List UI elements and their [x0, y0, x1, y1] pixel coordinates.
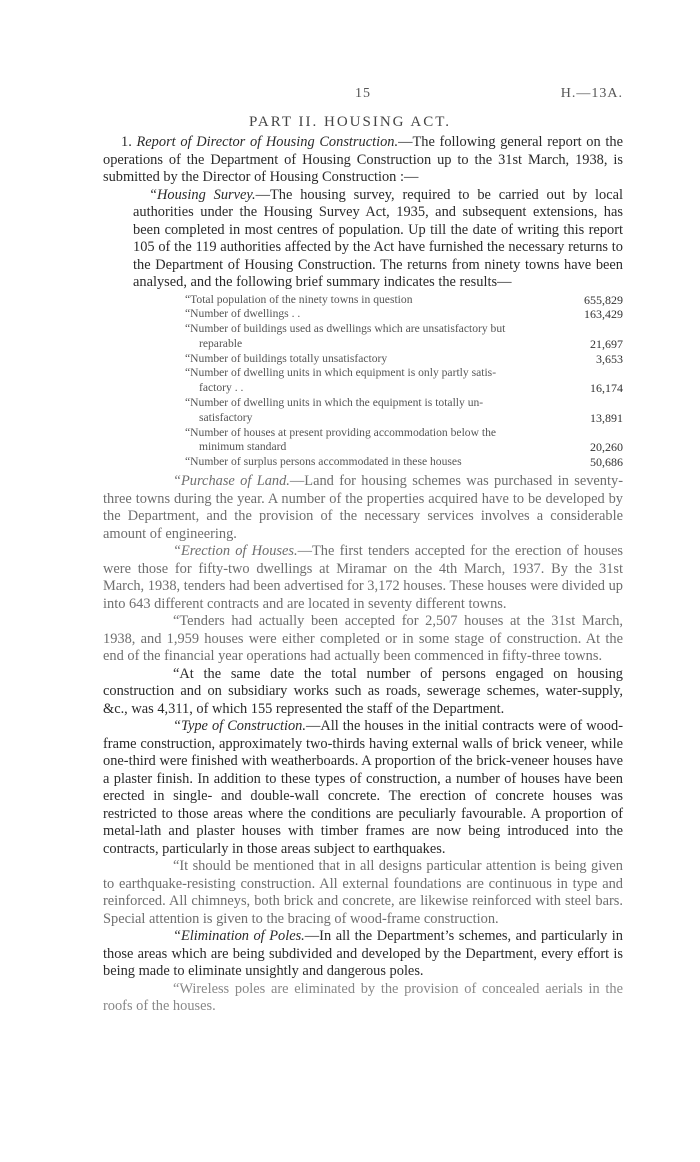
summary-label-line: “Number of houses at present providing accommodation below the — [185, 425, 497, 439]
report-intro-text: —The following general report on the operations of the Department of Housing Construction up to the 31st March, 1938, is submitted by the Director of Housing Construction :— — [103, 134, 623, 185]
summary-label: “Number of dwellings . . — [185, 307, 301, 321]
summary-value: 50,686 — [590, 455, 623, 470]
elimination-of-poles-paragraph — [103, 928, 623, 981]
summary-label — [185, 366, 567, 396]
type-of-construction-text: —All the houses in the initial contracts were of wood-frame construction, approximately two-thirds having external walls of brick veneer, while one-third were finished with weatherboards. A proportion of the brick-veneer houses have a plaster finish. In addition to these types of construction, a number of houses have been erected in single- and double-wall concrete. The erection of concrete houses was restricted to those areas where the conditions are peculiarly favourable. A proportion of metal-lath and plaster houses with timber frames are now being introduced into the contracts, particularly in those areas subject to earthquakes. — [103, 718, 623, 857]
report-intro-paragraph — [103, 134, 623, 187]
summary-row — [185, 307, 623, 322]
running-head — [103, 86, 623, 104]
summary-label — [185, 322, 567, 352]
summary-row — [185, 293, 623, 308]
purchase-of-land-paragraph — [103, 473, 623, 543]
summary-value: 13,891 — [590, 410, 623, 425]
document-body — [103, 134, 623, 1016]
tenders-paragraph: “Tenders had actually been accepted for 2,507 houses at the 31st March, 1938, and 1,959 houses were either completed or in some stage of construction. At the end of the financial year operations had actually been commenced in fifty-three towns. — [103, 613, 623, 665]
summary-row — [185, 455, 623, 470]
wireless-poles-paragraph: “Wireless poles are eliminated by the provision of concealed aerials in the roofs of the houses. — [103, 980, 623, 1015]
summary-label-line: “Number of buildings used as dwellings which are unsatisfactory but — [185, 322, 506, 336]
summary-row — [185, 426, 623, 456]
erection-of-houses-text: —The first tenders accepted for the erection of houses were those for fifty-two dwellings at Miramar on the 4th March, 1937. By the 31st March, 1938, tenders had been advertised for 3,172 houses. These houses were divided up into 643 different contracts and are located in seventy different towns. — [103, 543, 623, 612]
summary-label: “Total population of the ninety towns in question — [185, 292, 413, 306]
housing-survey-text: —The housing survey, required to be carried out by local authorities under the Housing Survey Act, 1935, and subsequent extensions, has been completed in most centres of population. Up till the date of writing this report 105 of the 119 authorities affected by the Act have furnished the necessary returns to the Department of Housing Construction. The returns from ninety towns have been analysed, and the following brief summary indicates the results— — [133, 186, 623, 290]
summary-label — [185, 396, 567, 426]
summary-label-line: “Number of dwelling units in which the equipment is totally un- — [185, 396, 484, 410]
summary-label — [185, 426, 567, 456]
summary-row — [185, 366, 623, 396]
report-number: 1. — [121, 134, 132, 150]
housing-survey-paragraph — [103, 187, 623, 292]
summary-value: 655,829 — [584, 292, 623, 307]
earthquake-paragraph: “It should be mentioned that in all designs particular attention is being given to earthquake-resisting construction. All external foundations are continuous in type and reinforced. All chimneys, both brick and concrete, are likewise reinforced with steel bars. Special attention is given to the bracing of wood-frame construction. — [103, 858, 623, 927]
summary-label-continuation: reparable — [199, 336, 243, 350]
summary-row — [185, 396, 623, 426]
page-number: 15 — [355, 86, 371, 101]
summary-value: 16,174 — [590, 381, 623, 396]
elimination-of-poles-heading: “Elimination of Poles. — [173, 928, 305, 945]
summary-row — [185, 352, 623, 367]
summary-value: 20,260 — [590, 440, 623, 455]
report-heading: Report of Director of Housing Construction. — [136, 134, 399, 150]
summary-label-continuation: factory . . — [199, 381, 244, 395]
summary-label: “Number of surplus persons accommodated in these houses — [185, 455, 462, 469]
housing-survey-heading: “Housing Survey. — [149, 186, 256, 203]
type-of-construction-paragraph — [103, 718, 623, 858]
summary-label: “Number of buildings totally unsatisfactory — [185, 351, 388, 365]
summary-value: 3,653 — [596, 351, 623, 366]
summary-label-continuation: minimum standard — [199, 440, 287, 454]
summary-value: 163,429 — [584, 307, 623, 322]
summary-row — [185, 322, 623, 352]
summary-label-line: “Number of dwelling units in which equipment is only partly satis- — [185, 366, 497, 380]
type-of-construction-heading: “Type of Construction. — [173, 718, 306, 735]
summary-label-continuation: satisfactory — [199, 410, 253, 424]
document-reference: H.—13A. — [560, 86, 623, 101]
summary-value: 21,697 — [590, 336, 623, 351]
persons-engaged-paragraph: “At the same date the total number of persons engaged on housing construction and on subsidiary works such as roads, sewerage schemes, water-supply, &c., was 4,311, of which 155 represented the staff of the Department. — [103, 665, 623, 717]
part-title: PART II. HOUSING ACT. — [248, 114, 452, 130]
elimination-of-poles-text: —In all the Department’s schemes, and particularly in those areas which are being subdivided and developed by the Department, every effort is being made to eliminate unsightly and dangerous poles. — [103, 928, 623, 980]
purchase-of-land-heading: “Purchase of Land. — [173, 473, 290, 490]
erection-of-houses-heading: “Erection of Houses. — [173, 543, 298, 560]
survey-summary-list — [185, 293, 623, 471]
erection-of-houses-paragraph — [103, 543, 623, 613]
purchase-of-land-text: —Land for housing schemes was purchased in seventy-three towns during the year. A number of the properties acquired have to be developed by the Department, and the provision of the necessary services involves a considerable amount of engineering. — [103, 473, 623, 542]
